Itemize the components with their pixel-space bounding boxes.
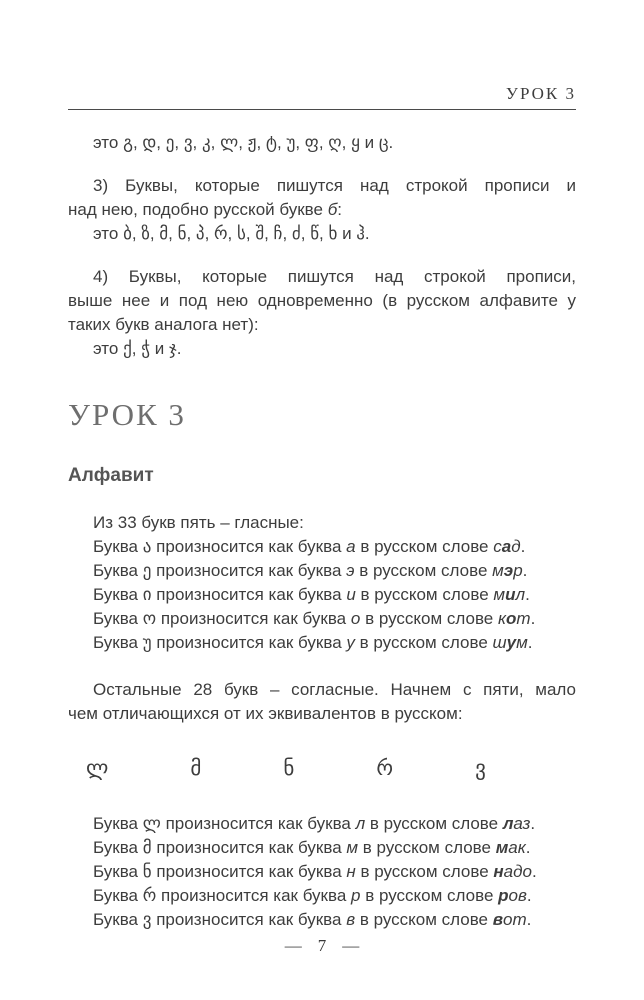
word-post: м	[516, 633, 528, 652]
vowel-line	[68, 559, 576, 583]
consonants-intro-line1: Остальные 28 букв – согласные. Начнем с пяти, мало	[93, 680, 576, 699]
word-post: аз	[513, 814, 531, 833]
group2-letters-line: это გ, დ, ე, ვ, კ, ლ, ჟ, ტ, უ, ფ, ღ, ყ и ც.	[93, 133, 394, 152]
georgian-letter: ი	[142, 585, 152, 605]
vowels-intro: Из 33 букв пять – гласные:	[93, 513, 304, 532]
period: .	[526, 910, 532, 929]
period: .	[527, 633, 533, 652]
group4-paragraph	[68, 265, 576, 361]
word-key: м	[495, 838, 509, 857]
inword-text: в русском слове	[355, 537, 494, 556]
pron-text: произносится как буква	[151, 862, 347, 881]
group3-line1: 3) Буквы, которые пишутся над строкой прописи и	[93, 176, 576, 195]
bukva-label: Буква	[93, 537, 143, 556]
period: .	[525, 838, 531, 857]
consonant-line	[68, 884, 576, 908]
word-key: н	[493, 862, 504, 881]
pron-text: произносится как буква	[151, 537, 347, 556]
period: .	[525, 585, 530, 604]
running-header-title: УРОК 3	[505, 84, 576, 103]
georgian-letter: ვ	[142, 910, 152, 930]
vowel-line	[68, 583, 576, 607]
group4-line2: выше нее и под нею одновременно (в русском алфавите у	[68, 291, 576, 310]
georgian-letter: მ	[142, 838, 152, 858]
russian-letter: э	[346, 561, 355, 580]
word-pre: с	[493, 537, 502, 556]
period: .	[522, 561, 528, 580]
footer-dash: —	[342, 936, 360, 955]
bukva-label: Буква	[93, 838, 143, 857]
consonant-line	[68, 860, 576, 884]
group3-paragraph	[68, 174, 576, 246]
word-post: ак	[508, 838, 526, 857]
word-post: р	[513, 561, 523, 580]
word-key: а	[501, 537, 512, 556]
bukva-label: Буква	[93, 910, 143, 929]
consonants-intro-line2: чем отличающихся от их эквивалентов в русском:	[68, 704, 463, 723]
pron-text: произносится как буква	[151, 838, 347, 857]
group3-letters-line: это ბ, ზ, მ, ნ, პ, რ, ს, შ, ჩ, ძ, წ, ხ и ჰ.	[93, 224, 370, 243]
word-post: от	[503, 910, 527, 929]
period: .	[530, 814, 536, 833]
inword-text: в русском слове	[355, 862, 494, 881]
running-header	[68, 84, 576, 110]
georgian-letter: ნ	[142, 862, 152, 882]
group3-line2	[68, 198, 576, 222]
pron-text: произносится как буква	[151, 585, 347, 604]
inword-text: в русском слове	[354, 633, 493, 652]
vowels-block	[68, 511, 576, 655]
page-footer	[0, 934, 644, 958]
bukva-label: Буква	[93, 814, 143, 833]
bukva-label: Буква	[93, 862, 143, 881]
consonant-letter: მ	[190, 756, 202, 780]
pron-text: произносится как буква	[156, 886, 352, 905]
group3-line2-colon: :	[337, 200, 342, 219]
group4-line3: таких букв аналога нет):	[68, 315, 259, 334]
inword-text: в русском слове	[354, 561, 493, 580]
consonants-block	[68, 812, 576, 932]
georgian-letter: ლ	[142, 814, 161, 834]
word-key: л	[502, 814, 514, 833]
word-key: у	[506, 633, 517, 652]
russian-letter: о	[350, 609, 361, 628]
section-subtitle: Алфавит	[68, 465, 154, 486]
bukva-label: Буква	[93, 609, 143, 628]
georgian-letter: ო	[142, 609, 157, 629]
bukva-label: Буква	[93, 585, 143, 604]
georgian-letter: ე	[142, 561, 152, 581]
word-key: р	[498, 886, 509, 905]
consonant-letter: რ	[376, 756, 394, 780]
pron-text: произносится как буква	[160, 814, 356, 833]
group3-line2-italic-letter: б	[327, 200, 338, 219]
georgian-letter: უ	[142, 633, 152, 653]
russian-letter: в	[346, 910, 356, 929]
word-post: ов	[508, 886, 527, 905]
russian-letter: и	[346, 585, 356, 604]
word-pre: ш	[492, 633, 507, 652]
georgian-letter: ა	[142, 537, 152, 557]
word-key: в	[492, 910, 504, 929]
inword-text: в русском слове	[365, 814, 503, 833]
pron-text: произносится как буква	[151, 910, 347, 929]
page-number: 7	[317, 936, 327, 955]
bukva-label: Буква	[93, 561, 143, 580]
bukva-label: Буква	[93, 886, 143, 905]
consonants-intro-paragraph	[68, 678, 576, 726]
word-post: д	[511, 537, 521, 556]
word-key: и	[505, 585, 516, 604]
inword-text: в русском слове	[360, 886, 499, 905]
word-pre: м	[493, 585, 506, 604]
group4-letters-line: это ქ, ჭ и ჯ.	[93, 339, 182, 358]
period: .	[530, 609, 536, 628]
pron-text: произносится как буква	[151, 561, 347, 580]
lesson-title: УРОК 3	[68, 397, 186, 432]
inword-text: в русском слове	[360, 609, 498, 628]
vowel-line	[68, 607, 576, 631]
russian-letter: у	[346, 633, 355, 652]
vowel-line	[68, 631, 576, 655]
vowel-line	[68, 535, 576, 559]
footer-dash: —	[284, 936, 302, 955]
consonant-letter: ვ	[475, 756, 486, 780]
russian-letter: р	[351, 886, 361, 905]
inword-text: в русском слове	[355, 585, 494, 604]
pron-text: произносится как буква	[156, 609, 351, 628]
consonant-line	[68, 836, 576, 860]
consonant-line	[68, 812, 576, 836]
period: .	[520, 537, 526, 556]
word-post: л	[515, 585, 526, 604]
consonant-letter: ნ	[283, 756, 295, 780]
consonant-letter: ლ	[86, 756, 109, 780]
group4-line1: 4) Буквы, которые пишутся над строкой прописи,	[93, 267, 576, 286]
group3-line2-text: над нею, подобно русской букве	[68, 200, 328, 219]
word-pre: к	[497, 609, 507, 628]
consonant-letter-row	[86, 753, 486, 783]
period: .	[526, 886, 532, 905]
inword-text: в русском слове	[358, 838, 496, 857]
consonant-line	[68, 908, 576, 932]
word-post: т	[516, 609, 531, 628]
inword-text: в русском слове	[355, 910, 493, 929]
russian-letter: н	[346, 862, 356, 881]
russian-letter: л	[355, 814, 366, 833]
period: .	[531, 862, 537, 881]
word-post: адо	[503, 862, 532, 881]
georgian-letter: რ	[142, 886, 157, 906]
pron-text: произносится как буква	[151, 633, 347, 652]
russian-letter: м	[346, 838, 359, 857]
word-key: о	[506, 609, 517, 628]
bukva-label: Буква	[93, 633, 143, 652]
word-pre: м	[492, 561, 504, 580]
russian-letter: а	[346, 537, 356, 556]
word-key: э	[503, 561, 514, 580]
